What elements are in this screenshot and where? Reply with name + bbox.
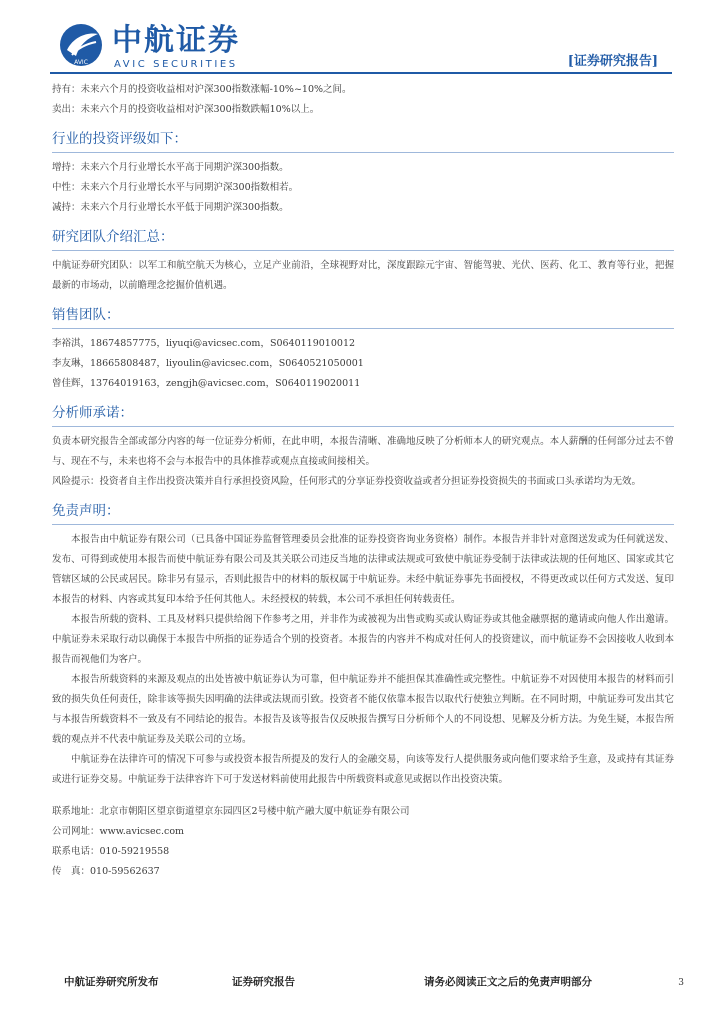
industry-rating-item: 增持：未来六个月行业增长水平高于同期沪深300指数。 — [52, 162, 289, 173]
sales-team-list — [52, 334, 674, 394]
contact-website[interactable]: 公司网址：www.avicsec.com — [52, 826, 185, 837]
contact-fax: 传 真：010-59562637 — [52, 866, 160, 877]
main-content — [52, 80, 674, 882]
research-team-title: 研究团队介绍汇总： — [52, 226, 674, 251]
rating-hold: 持有：未来六个月的投资收益相对沪深300指数涨幅-10%~10%之间。 — [52, 84, 352, 95]
footer-notice: 请务必阅读正文之后的免责声明部分 — [424, 976, 592, 988]
footer-report-type: 证券研究报告 — [232, 976, 295, 988]
industry-rating-title: 行业的投资评级如下： — [52, 128, 674, 153]
disclaimer-paragraph: 中航证券在法律许可的情况下可参与或投资本报告所提及的发行人的金融交易，向该等发行人提供服务或向他们要求给予生意，及或持有其证券或进行证券交易。中航证券于法律容许下可于发送材料前使用此报告中所载资料或意见或据以作出投资决策。 — [52, 754, 674, 785]
contact-phone: 联系电话：010-59219558 — [52, 846, 170, 857]
page-header — [0, 0, 724, 80]
disclaimer-title: 免责声明： — [52, 500, 674, 525]
footer-publisher: 中航证券研究所发布 — [64, 976, 159, 988]
disclaimer-paragraph: 本报告所载的资料、工具及材料只提供给阁下作参考之用，并非作为或被视为出售或购买或认购证券或其他金融票据的邀请或向他人作出邀请。中航证券未采取行动以确保于本报告中所指的证券适合个别的投资者。本报告的内容并不构成对任何人的投资建议，而中航证券不会因接收人收到本报告而视他们为客户。 — [52, 614, 674, 665]
logo-english-name: AVIC SECURITIES — [114, 59, 238, 70]
avic-logo-icon — [58, 22, 104, 68]
contact-address: 联系地址：北京市朝阳区望京街道望京东园四区2号楼中航产融大厦中航证券有限公司 — [52, 806, 410, 817]
analyst-commitment-title: 分析师承诺： — [52, 402, 674, 427]
research-team-text: 中航证券研究团队：以军工和航空航天为核心，立足产业前沿，全球视野对比，深度跟踪元宇宙、智能驾驶、光伏、医药、化工、教育等行业，把握最新的市场动，以前瞻理念挖掘价值机遇。 — [52, 260, 674, 291]
sales-member: 李裕淇，18674857775，liyuqi@avicsec.com，S0640119010012 — [52, 338, 356, 349]
risk-warning-text: 风险提示：投资者自主作出投资决策并自行承担投资风险，任何形式的分享证券投资收益或者分担证券投资损失的书面或口头承诺均为无效。 — [52, 476, 642, 487]
industry-rating-item: 减持：未来六个月行业增长水平低于同期沪深300指数。 — [52, 202, 289, 213]
header-report-type: [证券研究报告] — [567, 54, 658, 69]
logo-chinese-name: 中航证券 — [112, 23, 240, 58]
contact-info — [52, 802, 674, 882]
stock-rating-tail — [52, 80, 674, 120]
sales-member: 李友琳，18665808487，liyoulin@avicsec.com，S0640521050001 — [52, 358, 364, 369]
industry-rating-item: 中性：未来六个月行业增长水平与同期沪深300指数相若。 — [52, 182, 299, 193]
sales-member: 曾佳辉，13764019163，zengjh@avicsec.com，S0640119020011 — [52, 378, 361, 389]
company-logo — [58, 22, 278, 70]
analyst-commitment-text: 负责本研究报告全部或部分内容的每一位证券分析师，在此申明，本报告清晰、准确地反映了分析师本人的研究观点。本人薪酬的任何部分过去不曾与、现在不与，未来也将不会与本报告中的具体推荐或观点直接或间接相关。 — [52, 436, 674, 467]
sales-team-title: 销售团队： — [52, 304, 674, 329]
industry-rating-list — [52, 158, 674, 218]
disclaimer-paragraph: 本报告由中航证券有限公司（已具备中国证券监督管理委员会批准的证券投资咨询业务资格）制作。本报告并非针对意图送发或为任何就送发、发布、可得到或使用本报告而使中航证券有限公司及其关联公司违反当地的法律或法规或可致使中航证券受制于法律或法规的任何地区、国家或其它管辖区域的公民或居民。除非另有显示，否则此报告中的材料的版权属于中航证券。未经中航证券事先书面授权，不得更改或以任何方式发送、复印本报告的材料、内容或其复印本给予任何其他人。未经授权的转载，本公司不承担任何转载责任。 — [52, 534, 674, 605]
rating-sell: 卖出：未来六个月的投资收益相对沪深300指数跌幅10%以上。 — [52, 104, 320, 115]
disclaimer-paragraph: 本报告所载资料的来源及观点的出处皆被中航证券认为可靠，但中航证券并不能担保其准确性或完整性。中航证券不对因使用本报告的材料而引致的损失负任何责任，除非该等损失因明确的法律或法规而引致。投资者不能仅依靠本报告以取代行使独立判断。在不同时期，中航证券可发出其它与本报告所载资料不一致及有不同结论的报告。本报告及该等报告仅反映报告撰写日分析师个人的不同设想、见解及分析方法。为免生疑，本报告所载的观点并不代表中航证券及关联公司的立场。 — [52, 674, 674, 745]
page-footer — [0, 966, 724, 996]
logo-mark-text: AVIC — [74, 59, 88, 66]
page-number: 3 — [678, 978, 684, 988]
header-divider — [50, 72, 672, 74]
